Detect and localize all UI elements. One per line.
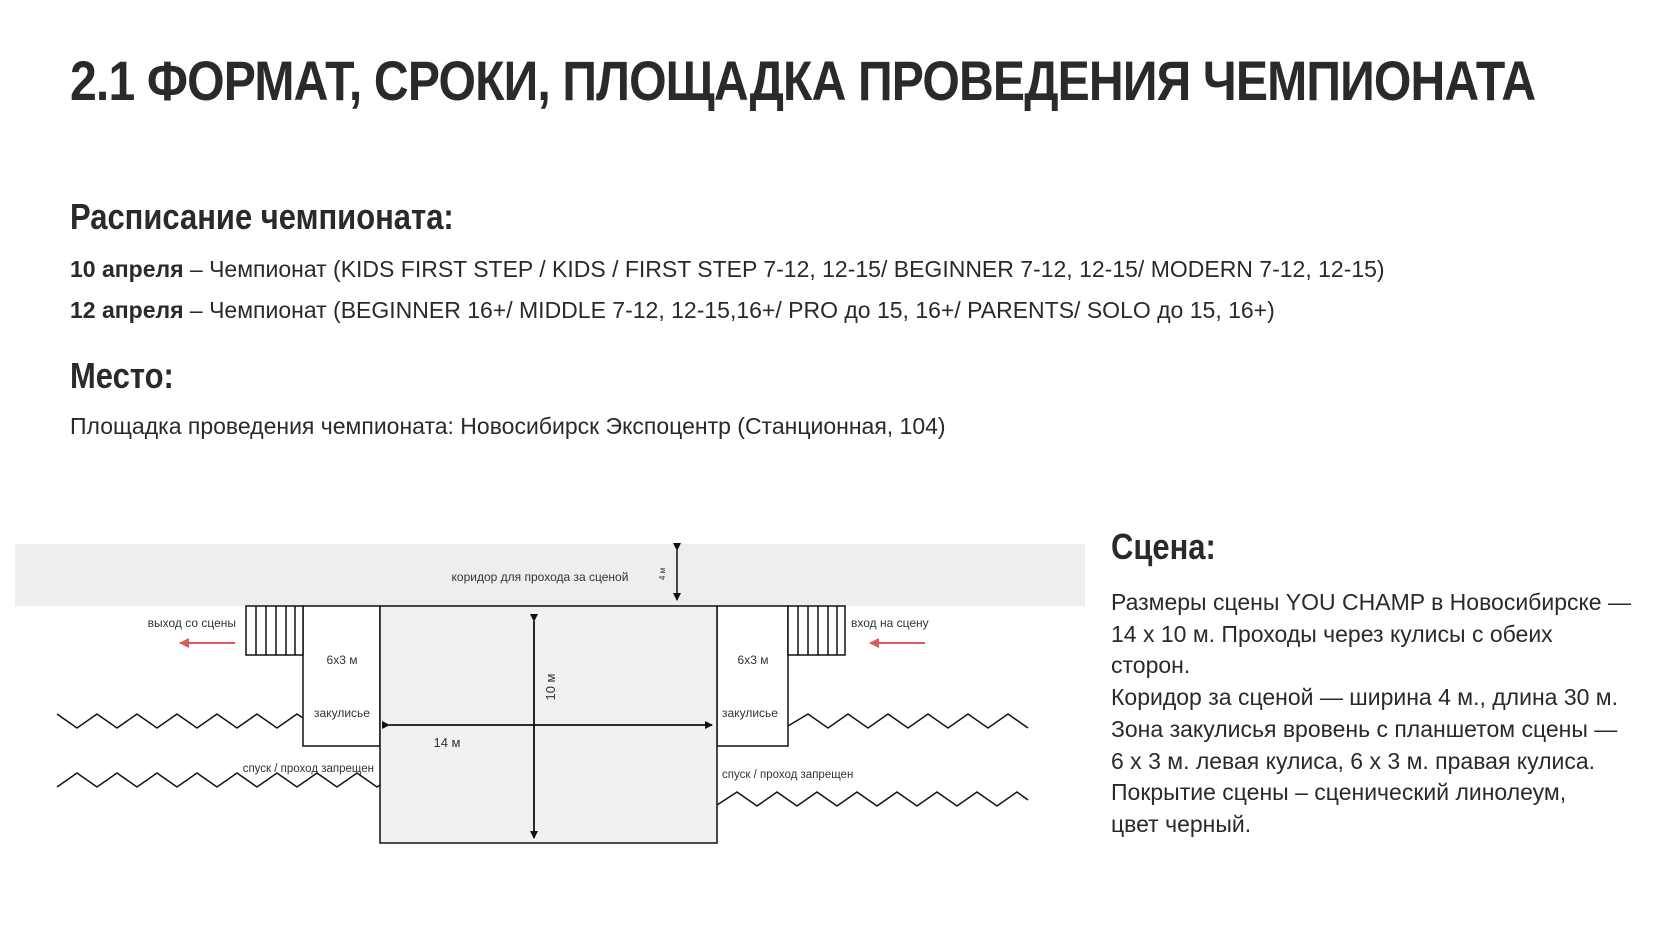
schedule-heading: Расписание чемпионата: (70, 196, 454, 237)
schedule-date: 10 апреля (70, 256, 184, 282)
stage-width-label: 14 м (433, 735, 461, 750)
left-descent-label: спуск / проход запрещен (242, 763, 374, 775)
right-wing-size: 6х3 м (737, 653, 769, 667)
exit-label: выход со сцены (147, 616, 236, 630)
stage-description (1111, 587, 1656, 841)
page-title: 2.1 ФОРМАТ, СРОКИ, ПЛОЩАДКА ПРОВЕДЕНИЯ ЧЕМПИОНАТА (70, 49, 1536, 112)
left-wing (303, 606, 380, 746)
left-edge-lower (57, 773, 380, 787)
right-wing-label: закулисье (722, 706, 778, 720)
left-stairs (246, 606, 303, 655)
stage-line: цвет черный. (1111, 810, 1252, 837)
stage-line: 6 х 3 м. левая кулиса, 6 х 3 м. правая кулиса. (1111, 747, 1596, 774)
stage-plan-diagram (0, 530, 1090, 850)
schedule-text: – Чемпионат (BEGINNER 16+/ MIDDLE 7-12, 12-15,16+/ PRO до 15, 16+/ PARENTS/ SOLO до 15, 16+) (183, 297, 1275, 323)
left-edge-upper (57, 714, 303, 728)
left-wing-size: 6х3 м (326, 653, 358, 667)
stage-line: Размеры сцены YOU CHAMP в Новосибирске — (1111, 589, 1631, 615)
right-edge-lower (717, 792, 1028, 806)
venue-text: Площадка проведения чемпионата: Новосибирск Экспоцентр (Станционная, 104) (70, 413, 946, 439)
schedule-item (70, 256, 1385, 284)
stage-line: Зона закулисья вровень с планшетом сцены — (1111, 715, 1618, 742)
right-stairs (788, 606, 845, 655)
schedule-date: 12 апреля (70, 297, 184, 323)
right-wing (717, 606, 788, 746)
schedule-text: – Чемпионат (KIDS FIRST STEP / KIDS / FIRST STEP 7-12, 12-15/ BEGINNER 7-12, 12-15/ MODERN 7-12, 12-15) (183, 256, 1385, 282)
right-descent-label: спуск / проход запрещен (722, 769, 854, 781)
corridor-label: коридор для прохода за сценой (451, 570, 629, 584)
stage-line: Покрытие сцены – сценический линолеум, (1111, 779, 1567, 806)
stage-depth-label: 10 м (543, 673, 558, 701)
entry-label: вход на сцену (851, 616, 929, 630)
right-edge-upper (788, 714, 1028, 728)
corridor-width-label: 4 м (658, 567, 667, 581)
stage-line: сторон. (1111, 652, 1191, 679)
venue-heading: Место: (70, 355, 174, 396)
schedule-item (70, 297, 1275, 325)
stage-heading: Сцена: (1111, 526, 1216, 567)
stage-line: 14 х 10 м. Проходы через кулисы с обеих (1111, 620, 1553, 647)
stage-line: Коридор за сценой — ширина 4 м., длина 30 м. (1111, 684, 1619, 711)
left-wing-label: закулисье (314, 706, 370, 720)
